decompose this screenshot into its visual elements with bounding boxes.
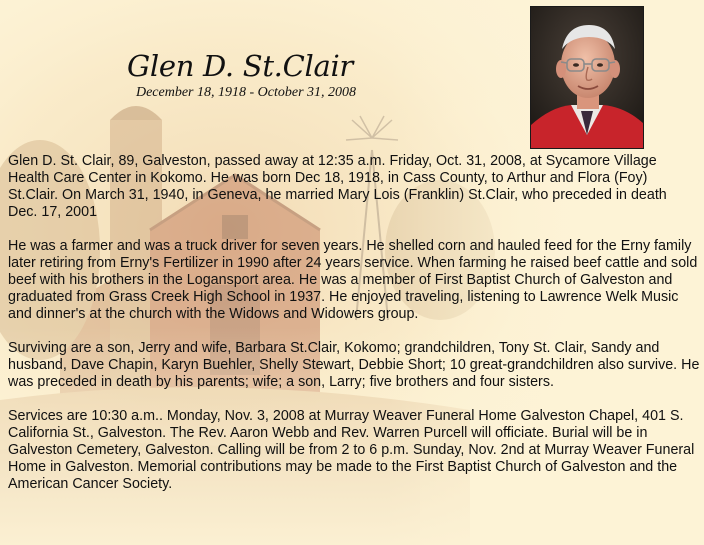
paragraph-survivors: Surviving are a son, Jerry and wife, Barbara St.Clair, Kokomo; grandchildren, Tony St. Clair, Sandy and husband, Dave Chapin, Karyn Buehler, Shelly Stewart, Debbie Short; 10 great-grandchildren also survive. He was preceded in death by his parents; wife; a son, Larry; five brothers and four sisters. bbox=[8, 340, 700, 390]
obituary-body bbox=[8, 153, 700, 510]
life-dates: December 18, 1918 - October 31, 2008 bbox=[135, 85, 357, 100]
paragraph-career: He was a farmer and was a truck driver for seven years. He shelled corn and hauled feed for the Erny family later retiring from Erny's Fertilizer in 1990 after 24 years service. When farming he raised beef cattle and sold beef with his brothers in the Logansport area. He was a member of First Baptist Church of Galveston and graduated from Grass Creek High School in 1937. He enjoyed traveling, listening to Lawrence Welk Music and dinner's at the church with the Widows and Widowers group. bbox=[8, 238, 698, 322]
portrait-photo bbox=[530, 6, 644, 149]
deceased-name: Glen D. St.Clair bbox=[127, 49, 353, 83]
title-block bbox=[100, 48, 380, 102]
paragraph-biography: Glen D. St. Clair, 89, Galveston, passed away at 12:35 a.m. Friday, Oct. 31, 2008, at Sycamore Village Health Care Center in Kokomo. He was born Dec 18, 1918, in Cass County, to Arthur and Flora (Foy) St.Clair. On March 31, 1940, in Geneva, he married Mary Lois (Franklin) St.Clair, who preceded in death Dec. 17, 2001 bbox=[8, 153, 667, 220]
paragraph-services: Services are 10:30 a.m.. Monday, Nov. 3, 2008 at Murray Weaver Funeral Home Galveston Chapel, 401 S. California St., Galveston. The Rev. Aaron Webb and Rev. Warren Purcell will officiate. Burial will be in Galveston Cemetery, Galveston. Calling will be from 2 to 6 p.m. Sunday, Nov. 2nd at Murray Weaver Funeral Home in Galveston. Memorial contributions may be made to the First Baptist Church of Galveston and the American Cancer Society. bbox=[8, 408, 695, 492]
